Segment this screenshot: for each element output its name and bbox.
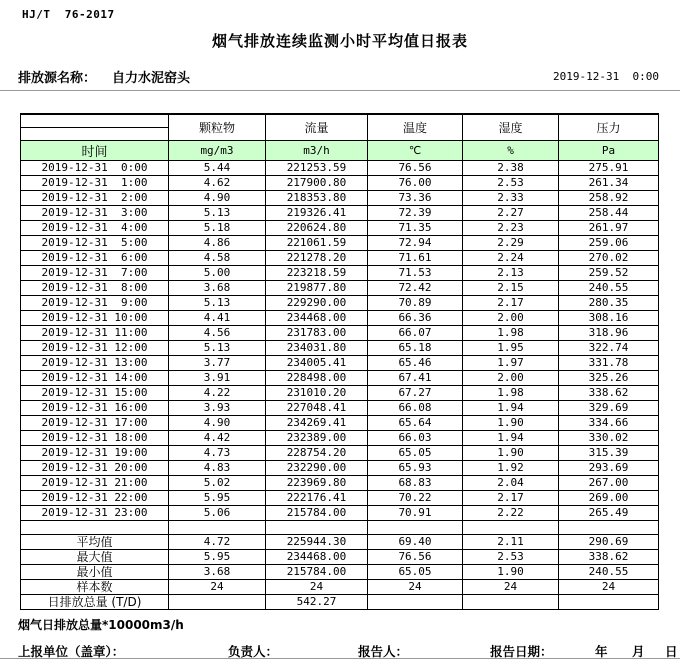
row-value: 223969.80	[266, 475, 368, 490]
row-time: 2019-12-31 13:00	[21, 355, 169, 370]
row-value: 4.22	[169, 385, 266, 400]
row-value: 220624.80	[266, 220, 368, 235]
row-value: 4.58	[169, 250, 266, 265]
row-value: 267.00	[559, 475, 659, 490]
row-value: 325.26	[559, 370, 659, 385]
row-value: 265.49	[559, 505, 659, 520]
row-value: 2.00	[463, 310, 559, 325]
pollutant-header-row	[21, 114, 659, 127]
summary-value: 338.62	[559, 549, 659, 564]
row-value: 71.53	[368, 265, 463, 280]
row-value: 258.44	[559, 205, 659, 220]
row-value: 4.62	[169, 175, 266, 190]
table-row	[21, 370, 659, 385]
row-value: 67.27	[368, 385, 463, 400]
row-value: 71.35	[368, 220, 463, 235]
row-value: 66.08	[368, 400, 463, 415]
row-value: 280.35	[559, 295, 659, 310]
row-value: 219877.80	[266, 280, 368, 295]
row-value: 65.64	[368, 415, 463, 430]
summary-value: 24	[559, 579, 659, 594]
row-value: 322.74	[559, 340, 659, 355]
row-value: 76.00	[368, 175, 463, 190]
row-time: 2019-12-31 16:00	[21, 400, 169, 415]
row-value: 217900.80	[266, 175, 368, 190]
row-value: 2.24	[463, 250, 559, 265]
row-value: 72.42	[368, 280, 463, 295]
row-value: 5.95	[169, 490, 266, 505]
table-row	[21, 490, 659, 505]
table-row	[21, 235, 659, 250]
summary-value: 234468.00	[266, 549, 368, 564]
emission-note: 烟气日排放总量*10000m3/h	[18, 618, 184, 632]
row-value: 318.96	[559, 325, 659, 340]
table-row	[21, 175, 659, 190]
row-time: 2019-12-31 4:00	[21, 220, 169, 235]
row-value: 66.07	[368, 325, 463, 340]
row-value: 5.13	[169, 295, 266, 310]
summary-row	[21, 549, 659, 564]
spacer-cell	[169, 520, 266, 534]
row-value: 5.44	[169, 160, 266, 175]
reporter-label: 报告人：	[358, 644, 409, 659]
row-time: 2019-12-31 17:00	[21, 415, 169, 430]
summary-value: 215784.00	[266, 564, 368, 579]
hourly-rows	[21, 160, 659, 520]
row-value: 5.02	[169, 475, 266, 490]
row-value: 334.66	[559, 415, 659, 430]
summary-row	[21, 579, 659, 594]
time-col-blank-top	[21, 114, 169, 127]
table-row	[21, 445, 659, 460]
unit-cell: mg/m3	[169, 140, 266, 160]
row-value: 2.29	[463, 235, 559, 250]
row-time: 2019-12-31 11:00	[21, 325, 169, 340]
summary-value: 24	[368, 579, 463, 594]
summary-value: 3.68	[169, 564, 266, 579]
summary-value: 2.53	[463, 549, 559, 564]
row-value: 66.36	[368, 310, 463, 325]
row-time: 2019-12-31 7:00	[21, 265, 169, 280]
row-value: 72.94	[368, 235, 463, 250]
row-value: 258.92	[559, 190, 659, 205]
row-value: 231783.00	[266, 325, 368, 340]
row-time: 2019-12-31 6:00	[21, 250, 169, 265]
row-value: 221061.59	[266, 235, 368, 250]
table-row	[21, 190, 659, 205]
row-value: 1.98	[463, 325, 559, 340]
row-value: 269.00	[559, 490, 659, 505]
summary-value: 24	[463, 579, 559, 594]
row-time: 2019-12-31 2:00	[21, 190, 169, 205]
bottom-divider	[0, 658, 680, 659]
summary-value: 542.27	[266, 594, 368, 609]
summary-value: 225944.30	[266, 534, 368, 549]
row-value: 228754.20	[266, 445, 368, 460]
summary-rows	[21, 534, 659, 609]
row-value: 5.06	[169, 505, 266, 520]
row-value: 1.98	[463, 385, 559, 400]
spacer-cell	[368, 520, 463, 534]
row-value: 4.90	[169, 415, 266, 430]
row-value: 329.69	[559, 400, 659, 415]
row-value: 1.94	[463, 400, 559, 415]
row-value: 4.86	[169, 235, 266, 250]
row-time: 2019-12-31 22:00	[21, 490, 169, 505]
spacer-row	[21, 520, 659, 534]
row-value: 70.89	[368, 295, 463, 310]
table-row	[21, 505, 659, 520]
row-value: 72.39	[368, 205, 463, 220]
row-value: 2.17	[463, 295, 559, 310]
source-name-label: 排放源名称：	[18, 71, 97, 86]
row-value: 3.91	[169, 370, 266, 385]
year-label: 年	[595, 644, 608, 659]
row-value: 259.06	[559, 235, 659, 250]
row-value: 4.73	[169, 445, 266, 460]
report-table	[20, 113, 659, 610]
report-unit-label: 上报单位（盖章）：	[18, 644, 125, 659]
row-value: 228498.00	[266, 370, 368, 385]
row-time: 2019-12-31 15:00	[21, 385, 169, 400]
row-value: 2.53	[463, 175, 559, 190]
row-value: 223218.59	[266, 265, 368, 280]
row-value: 330.02	[559, 430, 659, 445]
row-value: 5.18	[169, 220, 266, 235]
row-value: 65.05	[368, 445, 463, 460]
row-value: 234468.00	[266, 310, 368, 325]
table-row	[21, 415, 659, 430]
row-value: 5.13	[169, 205, 266, 220]
summary-value	[463, 594, 559, 609]
standard-code: HJ/T 76-2017	[22, 8, 115, 21]
summary-label: 样本数	[21, 579, 169, 594]
summary-value	[559, 594, 659, 609]
table-row	[21, 250, 659, 265]
row-value: 73.36	[368, 190, 463, 205]
report-date-label: 报告日期：	[490, 644, 553, 659]
summary-value	[368, 594, 463, 609]
row-time: 2019-12-31 12:00	[21, 340, 169, 355]
row-value: 221253.59	[266, 160, 368, 175]
row-value: 1.92	[463, 460, 559, 475]
row-value: 308.16	[559, 310, 659, 325]
row-value: 4.56	[169, 325, 266, 340]
row-value: 1.90	[463, 445, 559, 460]
table-row	[21, 295, 659, 310]
summary-value: 24	[266, 579, 368, 594]
summary-value: 1.90	[463, 564, 559, 579]
summary-value: 2.11	[463, 534, 559, 549]
header-divider	[0, 90, 680, 91]
summary-label: 日排放总量 (T/D)	[21, 594, 169, 609]
row-value: 234031.80	[266, 340, 368, 355]
row-value: 259.52	[559, 265, 659, 280]
row-value: 2.22	[463, 505, 559, 520]
row-time: 2019-12-31 18:00	[21, 430, 169, 445]
row-value: 3.77	[169, 355, 266, 370]
row-value: 261.34	[559, 175, 659, 190]
unit-cell: %	[463, 140, 559, 160]
row-value: 2.15	[463, 280, 559, 295]
summary-value: 5.95	[169, 549, 266, 564]
summary-value: 290.69	[559, 534, 659, 549]
row-value: 3.68	[169, 280, 266, 295]
row-value: 70.22	[368, 490, 463, 505]
row-value: 3.93	[169, 400, 266, 415]
row-value: 4.42	[169, 430, 266, 445]
time-header-cell: 时间	[21, 140, 169, 160]
row-time: 2019-12-31 8:00	[21, 280, 169, 295]
page-title: 烟气排放连续监测小时平均值日报表	[211, 32, 468, 50]
row-time: 2019-12-31 0:00	[21, 160, 169, 175]
row-time: 2019-12-31 19:00	[21, 445, 169, 460]
row-time: 2019-12-31 3:00	[21, 205, 169, 220]
source-row	[18, 67, 190, 86]
row-time: 2019-12-31 23:00	[21, 505, 169, 520]
row-value: 2.00	[463, 370, 559, 385]
row-value: 275.91	[559, 160, 659, 175]
spacer-cell	[266, 520, 368, 534]
unit-cell: ℃	[368, 140, 463, 160]
table-row	[21, 220, 659, 235]
row-value: 66.03	[368, 430, 463, 445]
summary-value: 4.72	[169, 534, 266, 549]
table-row	[21, 280, 659, 295]
row-value: 215784.00	[266, 505, 368, 520]
summary-label: 最大值	[21, 549, 169, 564]
table-row	[21, 205, 659, 220]
pollutant-header: 颗粒物	[169, 114, 266, 140]
row-value: 2.13	[463, 265, 559, 280]
row-value: 1.90	[463, 415, 559, 430]
spacer-cell	[463, 520, 559, 534]
row-value: 5.00	[169, 265, 266, 280]
row-time: 2019-12-31 21:00	[21, 475, 169, 490]
row-value: 2.27	[463, 205, 559, 220]
table-row	[21, 340, 659, 355]
signature-footer	[0, 642, 680, 658]
table-row	[21, 460, 659, 475]
table-row	[21, 160, 659, 175]
row-value: 270.02	[559, 250, 659, 265]
row-value: 331.78	[559, 355, 659, 370]
summary-label: 平均值	[21, 534, 169, 549]
month-label: 月	[632, 644, 645, 659]
report-datetime: 2019-12-31 0:00	[553, 70, 659, 83]
row-value: 67.41	[368, 370, 463, 385]
pollutant-header: 温度	[368, 114, 463, 140]
summary-row	[21, 534, 659, 549]
table-row	[21, 325, 659, 340]
responsible-label: 负责人：	[228, 644, 279, 659]
unit-cell: m3/h	[266, 140, 368, 160]
summary-value: 65.05	[368, 564, 463, 579]
table-row	[21, 355, 659, 370]
table-row	[21, 310, 659, 325]
row-value: 315.39	[559, 445, 659, 460]
row-value: 71.61	[368, 250, 463, 265]
spacer-cell	[21, 520, 169, 534]
row-value: 232290.00	[266, 460, 368, 475]
row-time: 2019-12-31 20:00	[21, 460, 169, 475]
row-value: 222176.41	[266, 490, 368, 505]
row-value: 65.93	[368, 460, 463, 475]
row-value: 4.90	[169, 190, 266, 205]
row-value: 240.55	[559, 280, 659, 295]
row-value: 4.83	[169, 460, 266, 475]
unit-row	[21, 140, 659, 160]
summary-row	[21, 594, 659, 609]
row-value: 293.69	[559, 460, 659, 475]
row-value: 4.41	[169, 310, 266, 325]
pollutant-header: 压力	[559, 114, 659, 140]
table-row	[21, 265, 659, 280]
row-value: 68.83	[368, 475, 463, 490]
row-value: 218353.80	[266, 190, 368, 205]
row-time: 2019-12-31 9:00	[21, 295, 169, 310]
row-value: 2.38	[463, 160, 559, 175]
row-value: 2.04	[463, 475, 559, 490]
source-name-value: 自力水泥窑头	[112, 71, 191, 86]
row-value: 234269.41	[266, 415, 368, 430]
row-value: 65.46	[368, 355, 463, 370]
row-value: 65.18	[368, 340, 463, 355]
day-label: 日	[665, 644, 678, 659]
row-time: 2019-12-31 5:00	[21, 235, 169, 250]
row-value: 227048.41	[266, 400, 368, 415]
row-value: 229290.00	[266, 295, 368, 310]
unit-cell: Pa	[559, 140, 659, 160]
row-value: 1.97	[463, 355, 559, 370]
table-row	[21, 475, 659, 490]
table-row	[21, 430, 659, 445]
table-row	[21, 385, 659, 400]
summary-value	[169, 594, 266, 609]
row-value: 2.23	[463, 220, 559, 235]
time-col-blank-bottom	[21, 127, 169, 140]
pollutant-header: 湿度	[463, 114, 559, 140]
row-value: 231010.20	[266, 385, 368, 400]
row-value: 221278.20	[266, 250, 368, 265]
summary-label: 最小值	[21, 564, 169, 579]
row-value: 261.97	[559, 220, 659, 235]
row-value: 338.62	[559, 385, 659, 400]
spacer-cell	[559, 520, 659, 534]
summary-value: 24	[169, 579, 266, 594]
row-value: 5.13	[169, 340, 266, 355]
summary-value: 76.56	[368, 549, 463, 564]
table-row	[21, 400, 659, 415]
pollutant-header: 流量	[266, 114, 368, 140]
row-time: 2019-12-31 14:00	[21, 370, 169, 385]
row-value: 1.94	[463, 430, 559, 445]
row-value: 76.56	[368, 160, 463, 175]
row-time: 2019-12-31 10:00	[21, 310, 169, 325]
row-value: 2.17	[463, 490, 559, 505]
row-value: 1.95	[463, 340, 559, 355]
summary-value: 69.40	[368, 534, 463, 549]
row-value: 232389.00	[266, 430, 368, 445]
row-value: 2.33	[463, 190, 559, 205]
row-value: 70.91	[368, 505, 463, 520]
summary-row	[21, 564, 659, 579]
row-value: 234005.41	[266, 355, 368, 370]
row-value: 219326.41	[266, 205, 368, 220]
summary-value: 240.55	[559, 564, 659, 579]
row-time: 2019-12-31 1:00	[21, 175, 169, 190]
